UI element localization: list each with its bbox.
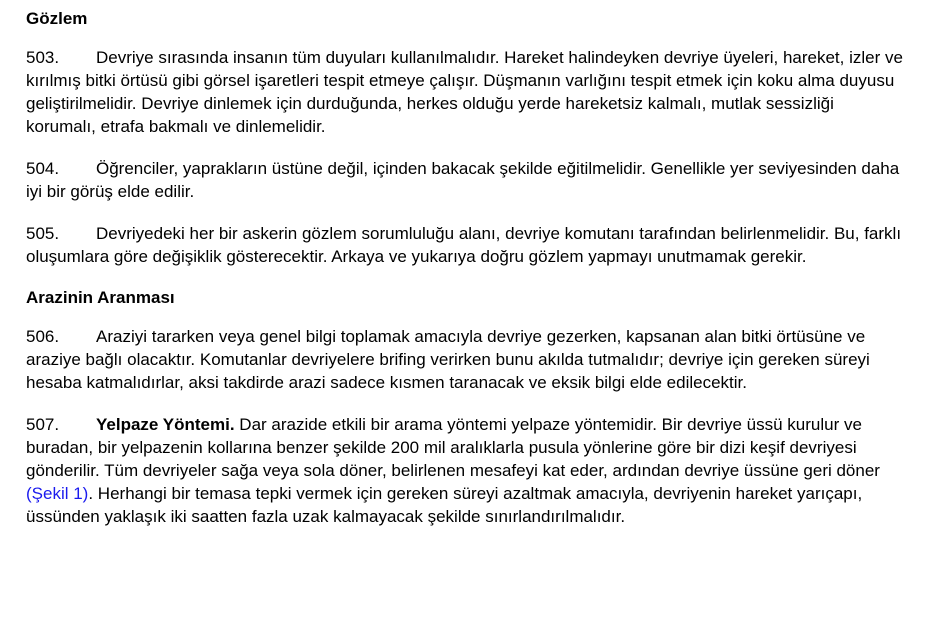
paragraph-text: Araziyi tararken veya genel bilgi toplamak amacıyla devriye gezerken, kapsanan alan bitki örtüsüne ve araziye bağlı olacaktır. Komutanlar devriyelere brifing verirken bunu akılda tutmalıdır; devriye için gereken süreyi hesaba katmalıdırlar, aksi takdirde arazi sadece kısmen taranacak ve eksik bilgi elde edilecektir. <box>26 327 870 392</box>
paragraph-505 <box>26 222 906 268</box>
paragraph-number: 506. <box>26 327 60 346</box>
paragraph-504 <box>26 157 906 203</box>
figure-reference-link[interactable]: (Şekil 1) <box>26 484 89 503</box>
paragraph-number: 505. <box>26 224 60 243</box>
paragraph-text: Devriye sırasında insanın tüm duyuları kullanılmalıdır. Hareket halindeyken devriye üyeleri, hareket, izler ve kırılmış bitki örtüsü gibi görsel işaretleri tespit etmeye çalışır. Düşmanın varlığını tespit etmek için koku alma duyusu geliştirilmelidir. Devriye dinlemek için durduğunda, herkes olduğu yerde hareketsiz kalmalı, mutlak sessizliği korumalı, etrafa bakmalı ve dinlemelidir. <box>26 48 903 136</box>
paragraph-text: Dar arazide etkili bir arama yöntemi yelpaze yöntemidir. Bir devriye üssü kurulur ve buradan, bir yelpazenin kollarına benzer şekilde 200 mil aralıklarla pusula yönlerine göre bir dizi keşif devriyesi gönderilir. Tüm devriyeler sağa veya sola döner, belirlenen mesafeyi kat eder, ardından devriye üssüne geri döner <box>26 415 880 480</box>
paragraph-506 <box>26 325 906 394</box>
section-heading-gozlem: Gözlem <box>26 9 88 28</box>
paragraph-number: 503. <box>26 48 60 67</box>
section-heading-arazinin-aranmasi: Arazinin Aranması <box>26 288 175 307</box>
paragraph-lead-title: Yelpaze Yöntemi. <box>96 415 235 434</box>
paragraph-503 <box>26 46 906 138</box>
paragraph-507 <box>26 413 906 528</box>
paragraph-text: Öğrenciler, yaprakların üstüne değil, içinden bakacak şekilde eğitilmelidir. Genellikle yer seviyesinden daha iyi bir görüş elde edilir. <box>26 159 900 201</box>
paragraph-number: 507. <box>26 415 60 434</box>
paragraph-text-continued: . Herhangi bir temasa tepki vermek için gereken süreyi azaltmak amacıyla, devriyenin hareket yarıçapı, üssünden yaklaşık iki saatten fazla uzak kalmayacak şekilde sınırlandırılmalıdır. <box>26 484 863 526</box>
paragraph-text: Devriyedeki her bir askerin gözlem sorumluluğu alanı, devriye komutanı tarafından belirlenmelidir. Bu, farklı oluşumlara göre değişiklik gösterecektir. Arkaya ve yukarıya doğru gözlem yapmayı unutmamak gerekir. <box>26 224 902 266</box>
paragraph-number: 504. <box>26 159 60 178</box>
